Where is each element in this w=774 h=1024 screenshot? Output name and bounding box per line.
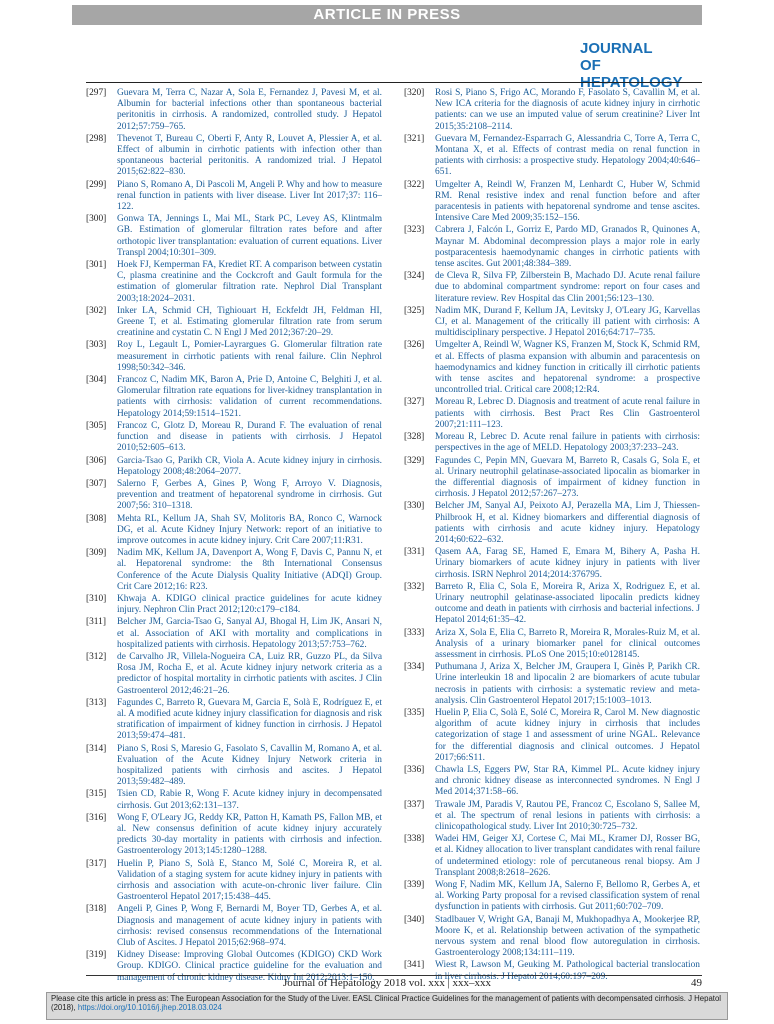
reference-item — [404, 180, 700, 225]
reference-text[interactable]: de Carvalho JR, Villela-Nogueira CA, Luiz RR, Guzzo PL, da Silva Rosa JM, Rocha E, et al. Acute kidney injury network criteria as a predictor of hospital mortality in cirrhotic patients with ascites. J Clin Gastroenterol 2012;46:21–26. — [117, 651, 382, 696]
reference-item — [86, 813, 382, 858]
reference-number: [339] — [404, 880, 425, 891]
reference-number: [327] — [404, 397, 425, 408]
reference-number: [324] — [404, 271, 425, 282]
reference-number: [322] — [404, 179, 425, 190]
article-in-press-banner: ARTICLE IN PRESS — [72, 5, 702, 25]
reference-text[interactable]: Thevenot T, Bureau C, Oberti F, Anty R, Louvet A, Plessier A, et al. Effect of albumin in cirrhotic patients with infection other than spontaneous bacterial peritonitis. A randomized trial. J Hepatol 2015;62:822–830. — [117, 133, 382, 178]
reference-item — [404, 880, 700, 914]
reference-number: [329] — [404, 455, 425, 466]
reference-item — [86, 180, 382, 214]
reference-number: [333] — [404, 627, 425, 638]
reference-number: [337] — [404, 799, 425, 810]
reference-item — [86, 340, 382, 374]
reference-number: [304] — [86, 375, 107, 386]
reference-number: [321] — [404, 133, 425, 144]
reference-number: [319] — [86, 950, 107, 961]
reference-text[interactable]: Barreto R, Elia C, Sola E, Moreira R, Ariza X, Rodriguez E, et al. Urinary neutrophil gelatinase-associated lipocalin predicts kidney outcome and death in patients with cirrhosis and bacterial infections. J Hepatol 2014;61:35–42. — [435, 581, 700, 626]
reference-item — [404, 628, 700, 662]
reference-text[interactable]: Guevara M, Terra C, Nazar A, Sola E, Fernandez J, Pavesi M, et al. Albumin for bacterial infections other than spontaneous bacterial peritonitis in cirrhosis. A randomized, controlled study. J Hepatol 2012;57:759–765. — [117, 88, 382, 132]
reference-text[interactable]: Puthumana J, Ariza X, Belcher JM, Graupera I, Ginès P, Parikh CR. Urine interleukin 18 and lipocalin 2 are biomarkers of acute tubular necrosis in patients with cirrhosis: a systematic review and meta-analysis. Clin Gastroenterol Hepatol 2017;15:1003–1013. — [435, 662, 700, 706]
reference-number: [328] — [404, 432, 425, 443]
header-rule — [86, 82, 702, 83]
citation-box — [46, 992, 728, 1020]
reference-text[interactable]: Nadim MK, Kellum JA, Davenport A, Wong F, Davis C, Pannu N, et al. Hepatorenal syndrome: the 8th International Consensus Conference of the Acute Dialysis Quality Initiative (ADQI) Group. Crit Care 2012;16: R23. — [117, 548, 382, 592]
citation-text: Please cite this article in press as: The European Association for the Study of the Liver. EASL Clinical Practice Guidelines for the management of patients with decompensated cirrhosis. J Hepatol (2018), — [51, 994, 722, 1013]
reference-number: [298] — [86, 133, 107, 144]
reference-text[interactable]: Ariza X, Sola E, Elia C, Barreto R, Moreira R, Morales-Ruiz M, et al. Analysis of a urinary biomarker panel for clinical outcomes assessment in cirrhosis. PLoS One 2015;10:e0128145. — [435, 627, 700, 660]
reference-number: [301] — [86, 260, 107, 271]
reference-text[interactable]: Moreau R, Lebrec D. Diagnosis and treatment of acute renal failure in patients with cirrhosis. Best Pract Res Clin Gastroenterol 2007;21:111–123. — [435, 397, 700, 430]
reference-number: [318] — [86, 904, 107, 915]
reference-item — [404, 432, 700, 454]
reference-number: [309] — [86, 548, 107, 559]
reference-number: [312] — [86, 651, 107, 662]
reference-item — [86, 744, 382, 789]
reference-item — [404, 501, 700, 546]
reference-text[interactable]: Nadim MK, Durand F, Kellum JA, Levitsky J, O'Leary JG, Karvellas CJ, et al. Management of the critically ill patient with cirrhosis: A multidisciplinary perspective. J Hepatol 2016;64:717–735. — [435, 305, 700, 339]
reference-item — [404, 708, 700, 764]
reference-text[interactable]: Piano S, Romano A, Di Pascoli M, Angeli P. Why and how to measure renal function in patients with liver disease. Liver Int 2017;37: 116–122. — [117, 179, 382, 213]
reference-number: [313] — [86, 697, 107, 708]
reference-text[interactable]: Chawla LS, Eggers PW, Star RA, Kimmel PL. Acute kidney injury and chronic kidney disease as interconnected syndromes. N Engl J Med 2014;371:58–66. — [435, 764, 700, 798]
reference-text[interactable]: Tsien CD, Rabie R, Wong F. Acute kidney injury in decompensated cirrhosis. Gut 2013;62:131–137. — [117, 789, 382, 811]
reference-text[interactable]: Angeli P, Gines P, Wong F, Bernardi M, Boyer TD, Gerbes A, et al. Diagnosis and management of acute kidney injury in patients with cirrhosis: revised consensus recommendations of the International Club of Ascites. J Hepatol 2015;62:968–974. — [117, 904, 382, 949]
reference-text[interactable]: Inker LA, Schmid CH, Tighiouart H, Eckfeldt JH, Feldman HI, Greene T, et al. Estimating glomerular filtration rate from serum creatinine and cystatin C. N Engl J Med 2012;367:20–29. — [117, 305, 382, 339]
reference-number: [325] — [404, 305, 425, 316]
reference-number: [314] — [86, 743, 107, 754]
reference-number: [299] — [86, 179, 107, 190]
reference-item — [86, 514, 382, 548]
reference-text[interactable]: Wong F, Nadim MK, Kellum JA, Salerno F, Bellomo R, Gerbes A, et al. Working Party proposal for a revised classification system of renal dysfunction in patients with cirrhosis. Gut 2011;60:702–709. — [435, 880, 700, 913]
reference-text[interactable]: Belcher JM, Sanyal AJ, Peixoto AJ, Perazella MA, Lim J, Thiessen-Philbrook H, et al. Kidney biomarkers and differential diagnosis of patients with cirrhosis and acute kidney injury. Hepatology 2014;60:622–632. — [435, 501, 700, 545]
reference-number: [302] — [86, 305, 107, 316]
reference-text[interactable]: Piano S, Rosi S, Maresio G, Fasolato S, Cavallin M, Romano A, et al. Evaluation of the Acute Kidney Injury Network criteria in hospitalized patients with cirrhosis and ascites. J Hepatol 2013;59:482–489. — [117, 743, 382, 788]
reference-item — [404, 582, 700, 627]
reference-number: [331] — [404, 547, 425, 558]
reference-text[interactable]: Garcia-Tsao G, Parikh CR, Viola A. Acute kidney injury in cirrhosis. Hepatology 2008;48:2064–2077. — [117, 455, 382, 477]
reference-text[interactable]: Belcher JM, Garcia-Tsao G, Sanyal AJ, Bhogal H, Lim JK, Ansari N, et al. Association of AKI with mortality and complications in hospitalized patients with cirrhosis. Hepatology 2013;57:753–762. — [117, 617, 382, 650]
reference-item — [86, 88, 382, 133]
reference-number: [326] — [404, 340, 425, 351]
reference-text[interactable]: Salerno F, Gerbes A, Gines P, Wong F, Arroyo V. Diagnosis, prevention and treatment of hepatorenal syndrome in cirrhosis. Gut 2007;56: 310–1318. — [117, 478, 382, 512]
reference-text[interactable]: de Cleva R, Silva FP, Zilberstein B, Machado DJ. Acute renal failure due to abdominal compartment syndrome: report on four cases and literature review. Rev Hospital das Clin 2001;56:123–130. — [435, 271, 700, 304]
footer-journal-line: Journal of Hepatology 2018 vol. xxx | xxx–xxx — [282, 977, 492, 989]
reference-number: [338] — [404, 834, 425, 845]
reference-item — [86, 789, 382, 811]
reference-number: [300] — [86, 214, 107, 225]
references-right-column — [404, 88, 700, 984]
reference-text[interactable]: Trawale JM, Paradis V, Rautou PE, Francoz C, Escolano S, Sallee M, et al. The spectrum of renal lesions in patients with cirrhosis: a clinicopathological study. Liver Int 2010;30:725–732. — [435, 799, 700, 832]
reference-item — [86, 617, 382, 651]
reference-text[interactable]: Kidney Disease: Improving Global Outcomes (KDIGO) CKD Work Group. KDIGO. Clinical practice guideline for the evaluation and management of chronic kidney disease. Kidny Int 2012;2013:1–150. — [117, 950, 382, 983]
reference-text[interactable]: Rosi S, Piano S, Frigo AC, Morando F, Fasolato S, Cavallin M, et al. New ICA criteria for the diagnosis of acute kidney injury in cirrhotic patients: can we use an imputed value of serum creatinine? Liver Int 2015;35:2108–2114. — [435, 88, 700, 132]
reference-number: [305] — [86, 420, 107, 431]
reference-number: [303] — [86, 340, 107, 351]
reference-text[interactable]: Francoz C, Glotz D, Moreau R, Durand F. The evaluation of renal function and disease in patients with cirrhosis. J Hepatol 2010;52:605–613. — [117, 420, 382, 454]
reference-item — [86, 306, 382, 340]
reference-item — [404, 134, 700, 179]
reference-text[interactable]: Umgelter A, Reindl W, Franzen M, Lenhardt C, Huber W, Schmid RM. Renal resistive index and renal function before and after paracentesis in patients with hepatorenal syndrome and tense ascites. Intensive Care Med 2009;35:152–156. — [435, 179, 700, 224]
reference-text[interactable]: Moreau R, Lebrec D. Acute renal failure in patients with cirrhosis: perspectives in the age of MELD. Hepatology 2003;37:233–243. — [435, 432, 700, 454]
reference-text[interactable]: Umgelter A, Reindl W, Wagner KS, Franzen M, Stock K, Schmid RM, et al. Effects of plasma expansion with albumin and paracentesis on haemodynamics and kidney function in critically ill cirrhotic patients with tense ascites and hepatorenal syndrome: a prospective uncontrolled trial. Critical care 2008;12:R4. — [435, 340, 700, 396]
reference-number: [336] — [404, 764, 425, 775]
reference-item — [404, 456, 700, 501]
reference-item — [86, 652, 382, 697]
reference-item — [86, 548, 382, 593]
reference-number: [341] — [404, 960, 425, 971]
reference-text[interactable]: Wong F, O'Leary JG, Reddy KR, Patton H, Kamath PS, Fallon MB, et al. New consensus definition of acute kidney injury accurately predicts 30-day mortality in patients with cirrhosis and infection. Gastroenterology 2013;145:1280–1288. — [117, 812, 382, 857]
reference-text[interactable]: Fagundes C, Pepin MN, Guevara M, Barreto R, Casals G, Sola E, et al. Urinary neutrophil gelatinase-associated lipocalin as biomarker in the differential diagnosis of impairment of kidney function in cirrhosis. J Hepatol 2012;57:267–273. — [435, 455, 700, 500]
reference-item — [86, 904, 382, 949]
reference-number: [308] — [86, 513, 107, 524]
reference-item — [86, 859, 382, 904]
reference-item — [86, 134, 382, 179]
reference-number: [334] — [404, 662, 425, 673]
reference-text[interactable]: Huelin P, Elia C, Solà E, Solé C, Moreira R, Carol M. New diagnostic algorithm of acute kidney injury in cirrhosis that includes categorization of stage 1 and assessment of urine NGAL. Relevance for the differential diagnosis and clinical outcomes. J Hepatol 2017;66:S11. — [435, 707, 700, 763]
reference-item — [404, 340, 700, 396]
reference-item — [404, 271, 700, 305]
reference-text[interactable]: Wadei HM, Geiger XJ, Cortese C, Mai ML, Kramer DJ, Rosser BG, et al. Kidney allocation to liver transplant candidates with renal failure of undetermined etiology: role of percutaneous renal biopsy. Am J Transplant 2008;8:2618–2626. — [435, 834, 700, 878]
reference-item — [404, 397, 700, 431]
reference-number: [311] — [86, 617, 106, 628]
reference-number: [315] — [86, 789, 107, 800]
footer-rule — [86, 975, 702, 976]
references-left-column — [86, 88, 382, 985]
reference-item — [404, 306, 700, 340]
reference-item — [404, 800, 700, 834]
reference-number: [340] — [404, 914, 425, 925]
reference-item — [86, 594, 382, 616]
reference-number: [332] — [404, 581, 425, 592]
reference-item — [404, 88, 700, 133]
reference-text[interactable]: Hoek FJ, Kemperman FA, Krediet RT. A comparison between cystatin C, plasma creatinine and the Cockcroft and Gault formula for the estimation of glomerular filtration rate. Nephrol Dial Transplant 2003;18:2024–2031. — [117, 260, 382, 304]
reference-item — [404, 915, 700, 960]
reference-item — [404, 225, 700, 270]
reference-number: [323] — [404, 225, 425, 236]
reference-text[interactable]: Francoz C, Nadim MK, Baron A, Prie D, Antoine C, Belghiti J, et al. Glomerular filtration rate equations for liver-kidney transplantation in patients with cirrhosis: validation of current recommendations. Hepatology 2014;59:1514–1521. — [117, 375, 382, 419]
reference-text[interactable]: Huelin P, Piano S, Solà E, Stanco M, Solé C, Moreira R, et al. Validation of a staging system for acute kidney injury in patients with cirrhosis and association with acute-on-chronic liver failure. Clin Gastroenterol Hepatol 2017;15:438–445. — [117, 858, 382, 903]
reference-text[interactable]: Wiest R, Lawson M, Geuking M. Pathological bacterial translocation in liver cirrhosis. J Hepatol 2014;60:197–209. — [435, 960, 700, 982]
reference-item — [86, 698, 382, 743]
journal-logo-line2: OF HEPATOLOGY — [580, 57, 683, 91]
reference-number: [310] — [86, 593, 107, 604]
reference-number: [330] — [404, 501, 425, 512]
reference-text[interactable]: Roy L, Legault L, Pomier-Layrargues G. Glomerular filtration rate measurement in cirrhotic patients with renal failure. Clin Nephrol 1998;50:342–346. — [117, 340, 382, 373]
journal-logo — [580, 40, 702, 91]
reference-number: [320] — [404, 88, 425, 98]
reference-number: [335] — [404, 707, 425, 718]
reference-item — [404, 547, 700, 581]
reference-number: [297] — [86, 88, 107, 98]
reference-number: [316] — [86, 812, 107, 823]
reference-item — [86, 214, 382, 259]
reference-item — [404, 834, 700, 879]
page-number: 49 — [691, 977, 702, 989]
reference-number: [306] — [86, 455, 107, 466]
reference-text[interactable]: Khwaja A. KDIGO clinical practice guidelines for acute kidney injury. Nephron Clin Pract 2012;120:c179–c184. — [117, 593, 382, 616]
reference-item — [86, 260, 382, 305]
reference-item — [86, 375, 382, 420]
reference-text[interactable]: Cabrera J, Falcón L, Gorriz E, Pardo MD, Granados R, Quinones A, Maynar M. Abdominal decompression plays a major role in early postparacentesis haemodynamic changes in cirrhotic patients with tense ascites. Gut 2001;48:384–389. — [435, 225, 700, 270]
reference-item — [86, 479, 382, 513]
reference-text[interactable]: Qasem AA, Farag SE, Hamed E, Emara M, Bihery A, Pasha H. Urinary biomarkers of acute kidney injury in patients with liver cirrhosis. ISRN Nephrol 2014;2014:376795. — [435, 547, 700, 580]
doi-link[interactable]: https://doi.org/10.1016/j.jhep.2018.03.024 — [77, 1003, 222, 1013]
reference-text[interactable]: Mehta RL, Kellum JA, Shah SV, Molitoris BA, Ronco C, Warnock DG, et al. Acute Kidney Injury Network: report of an initiative to improve outcomes in acute kidney injury. Crit Care 2007;11:R31. — [117, 513, 382, 546]
reference-item — [404, 662, 700, 707]
reference-text[interactable]: Stadlbauer V, Wright GA, Banaji M, Mukhopadhya A, Mookerjee RP, Moore K, et al. Relationship between activation of the sympathetic nervous system and renal blood flow autoregulation in cirrhosis. Gastroenterology 2008;134:111–119. — [435, 914, 700, 959]
reference-item — [404, 765, 700, 799]
reference-item — [86, 456, 382, 478]
reference-text[interactable]: Guevara M, Fernandez-Esparrach G, Alessandria C, Torre A, Terra C, Montana X, et al. Effects of contrast media on renal function in patients with cirrhosis: a prospective study. Hepatology 2004;40:646–651. — [435, 133, 700, 178]
reference-number: [317] — [86, 858, 107, 869]
reference-text[interactable]: Fagundes C, Barreto R, Guevara M, Garcia E, Solà E, Rodríguez E, et al. A modified acute kidney injury classification for diagnosis and risk stratification of impairment of kidney function in cirrhosis. J Hepatol 2013;59:474–481. — [117, 697, 382, 742]
journal-logo-line1: JOURNAL — [580, 40, 653, 57]
reference-number: [307] — [86, 478, 107, 489]
reference-text[interactable]: Gonwa TA, Jennings L, Mai ML, Stark PC, Levey AS, Klintmalm GB. Estimation of glomerular filtration rates before and after orthotopic liver transplantation: evaluation of current equations. Liver Transpl 2004;10:301–309. — [117, 214, 382, 258]
reference-item — [86, 421, 382, 455]
